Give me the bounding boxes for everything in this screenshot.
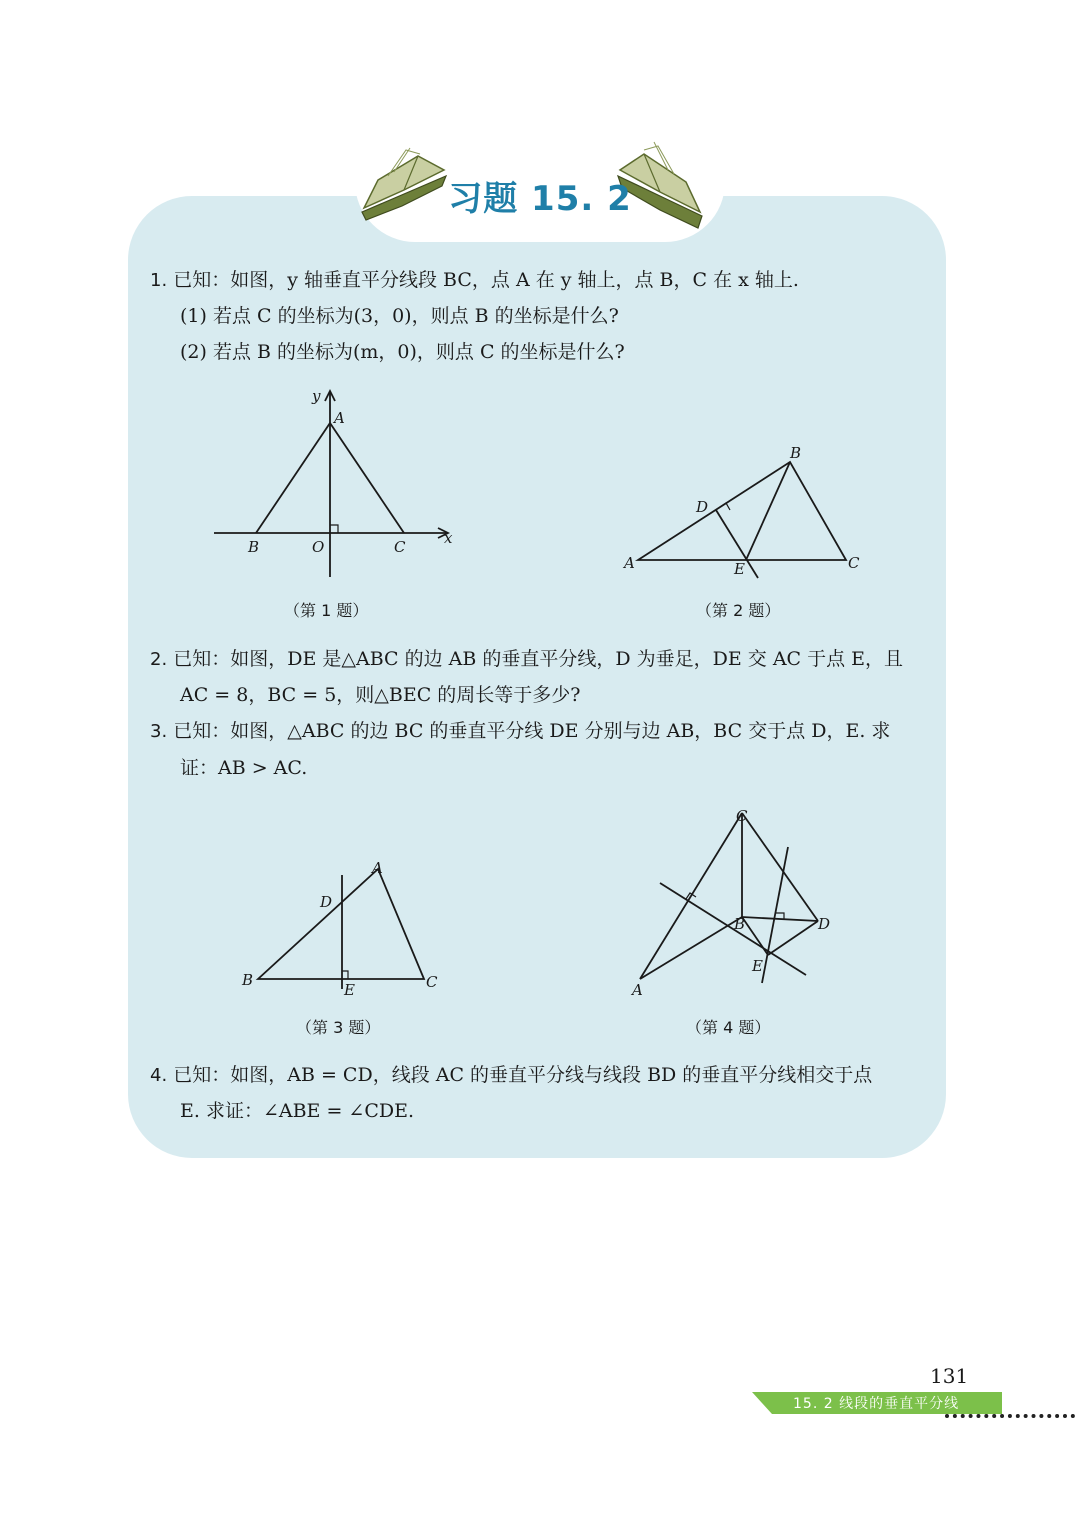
origin-label: O [312, 538, 325, 556]
question-1-stem [150, 262, 799, 299]
question-1-sub-2: (2) 若点 B 的坐标为(m，0)，则点 C 的坐标是什么? [180, 341, 625, 363]
page-title: 习题 15. 2 [448, 179, 632, 219]
figure-3 [236, 855, 456, 1005]
footer-dotted-rule [945, 1414, 1075, 1422]
section-footer-label: 15. 2 线段的垂直平分线 [793, 1396, 960, 1412]
point-e-label: E [752, 957, 763, 975]
figure-4 [628, 805, 848, 1000]
open-book-icon [358, 146, 450, 226]
question-text: 已知：如图，y 轴垂直平分线段 BC，点 A 在 y 轴上，点 B，C 在 x 轴上. [173, 269, 799, 291]
question-3-line-2: 证：AB > AC. [180, 757, 308, 779]
figure-1 [200, 385, 470, 585]
point-c-label: C [736, 807, 748, 825]
point-a-label: A [372, 859, 383, 877]
point-c-label: C [426, 973, 438, 991]
figure-4-caption: （第 4 题） [686, 1018, 771, 1037]
point-a-label: A [624, 554, 635, 572]
figure-2 [620, 440, 870, 585]
question-1-sub-1: (1) 若点 C 的坐标为(3，0)，则点 B 的坐标是什么? [180, 305, 619, 327]
figure-3-caption: （第 3 题） [296, 1018, 381, 1037]
question-2-line-2: AC = 8，BC = 5，则△BEC 的周长等于多少? [180, 684, 581, 706]
question-3-line-1 [150, 713, 890, 750]
question-number: 2. [150, 649, 168, 670]
figure-2-caption: （第 2 题） [696, 601, 781, 620]
point-d-label: D [696, 498, 709, 516]
page-number: 131 [930, 1364, 969, 1388]
point-d-label: D [320, 893, 333, 911]
axis-x-label: x [444, 529, 453, 547]
axis-y-label: y [312, 387, 321, 405]
point-e-label: E [344, 981, 355, 999]
question-text: 已知：如图，DE 是△ABC 的边 AB 的垂直平分线，D 为垂足，DE 交 AC 于点 E，且 [173, 648, 904, 670]
question-number: 4. [150, 1065, 168, 1086]
question-4-line-2: E. 求证：∠ABE = ∠CDE. [180, 1100, 415, 1122]
point-a-label: A [632, 981, 643, 999]
point-b-label: B [242, 971, 254, 989]
point-c-label: C [848, 554, 860, 572]
figure-1-caption: （第 1 题） [284, 601, 369, 620]
question-2-line-1 [150, 641, 903, 678]
point-d-label: D [818, 915, 831, 933]
question-number: 1. [150, 270, 168, 291]
point-c-label: C [394, 538, 406, 556]
point-b-label: B [734, 915, 746, 933]
point-b-label: B [248, 538, 260, 556]
question-4-line-1 [150, 1057, 872, 1094]
question-text: 已知：如图，AB = CD，线段 AC 的垂直平分线与线段 BD 的垂直平分线相交于点 [173, 1064, 873, 1086]
question-text: 已知：如图，△ABC 的边 BC 的垂直平分线 DE 分别与边 AB，BC 交于点 D，E. 求 [173, 720, 891, 742]
point-a-label: A [334, 409, 345, 427]
point-e-label: E [734, 560, 745, 578]
question-number: 3. [150, 721, 168, 742]
point-b-label: B [790, 444, 802, 462]
